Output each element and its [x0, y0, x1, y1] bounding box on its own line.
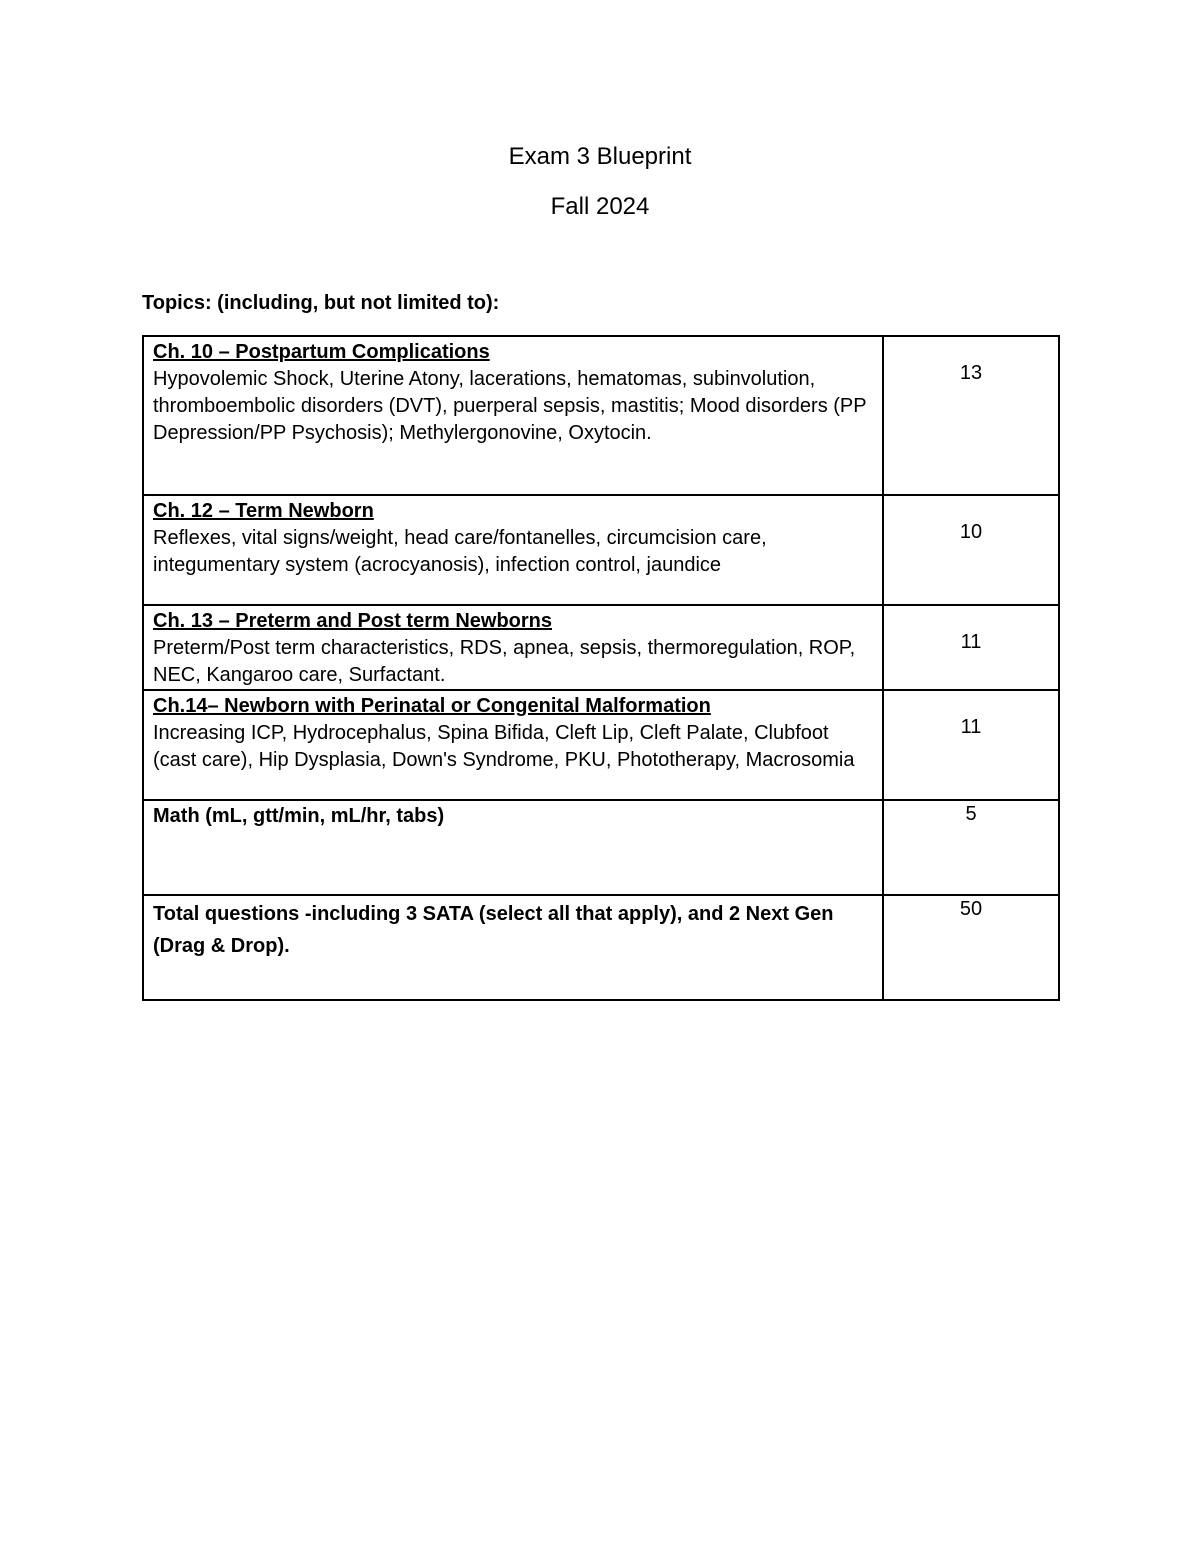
chapter-heading: Ch. 12 – Term Newborn [153, 500, 374, 522]
question-count-cell [883, 336, 1059, 495]
chapter-description: Preterm/Post term characteristics, RDS, apnea, sepsis, thermoregulation, ROP, NEC, Kangaroo care, Surfactant. [153, 637, 856, 686]
table-row [143, 690, 1059, 800]
question-count-cell [883, 690, 1059, 800]
chapter-heading: Ch. 13 – Preterm and Post term Newborns [153, 610, 553, 632]
question-count: 13 [959, 362, 983, 384]
question-count-cell [883, 495, 1059, 605]
total-count: 50 [959, 898, 983, 920]
question-count-cell [883, 895, 1059, 1000]
chapter-description: Reflexes, vital signs/weight, head care/fontanelles, circumcision care, integumentary system (acrocyanosis), infection control, jaundice [153, 527, 767, 576]
math-label: Math (mL, gtt/min, mL/hr, tabs) [153, 805, 445, 827]
topic-cell [143, 690, 883, 800]
table-row [143, 895, 1059, 1000]
document-title: Exam 3 Blueprint [508, 143, 692, 170]
question-count: 5 [965, 803, 977, 825]
topics-label: Topics: (including, but not limited to): [142, 292, 500, 314]
question-count: 11 [960, 716, 982, 738]
table-row [143, 605, 1059, 690]
question-count: 11 [960, 631, 982, 653]
question-count: 10 [959, 521, 983, 543]
topic-cell [143, 336, 883, 495]
chapter-heading: Ch.14– Newborn with Perinatal or Congenital Malformation [153, 695, 711, 717]
blueprint-table [142, 335, 1060, 1001]
topic-cell [143, 495, 883, 605]
topic-cell [143, 605, 883, 690]
document-term: Fall 2024 [550, 193, 650, 220]
total-label: Total questions -including 3 SATA (select all that apply), and 2 Next Gen (Drag & Drop). [153, 903, 834, 957]
chapter-heading: Ch. 10 – Postpartum Complications [153, 341, 490, 363]
chapter-description: Hypovolemic Shock, Uterine Atony, lacerations, hematomas, subinvolution, thromboembolic disorders (DVT), puerperal sepsis, mastitis; Mood disorders (PP Depression/PP Psychosis); Methylergonovine, Oxytocin. [153, 368, 867, 444]
table-row [143, 495, 1059, 605]
topic-cell [143, 800, 883, 895]
table-row [143, 800, 1059, 895]
topic-cell [143, 895, 883, 1000]
question-count-cell [883, 800, 1059, 895]
table-row [143, 336, 1059, 495]
chapter-description: Increasing ICP, Hydrocephalus, Spina Bifida, Cleft Lip, Cleft Palate, Clubfoot (cast care), Hip Dysplasia, Down's Syndrome, PKU, Phototherapy, Macrosomia [153, 722, 855, 771]
question-count-cell [883, 605, 1059, 690]
